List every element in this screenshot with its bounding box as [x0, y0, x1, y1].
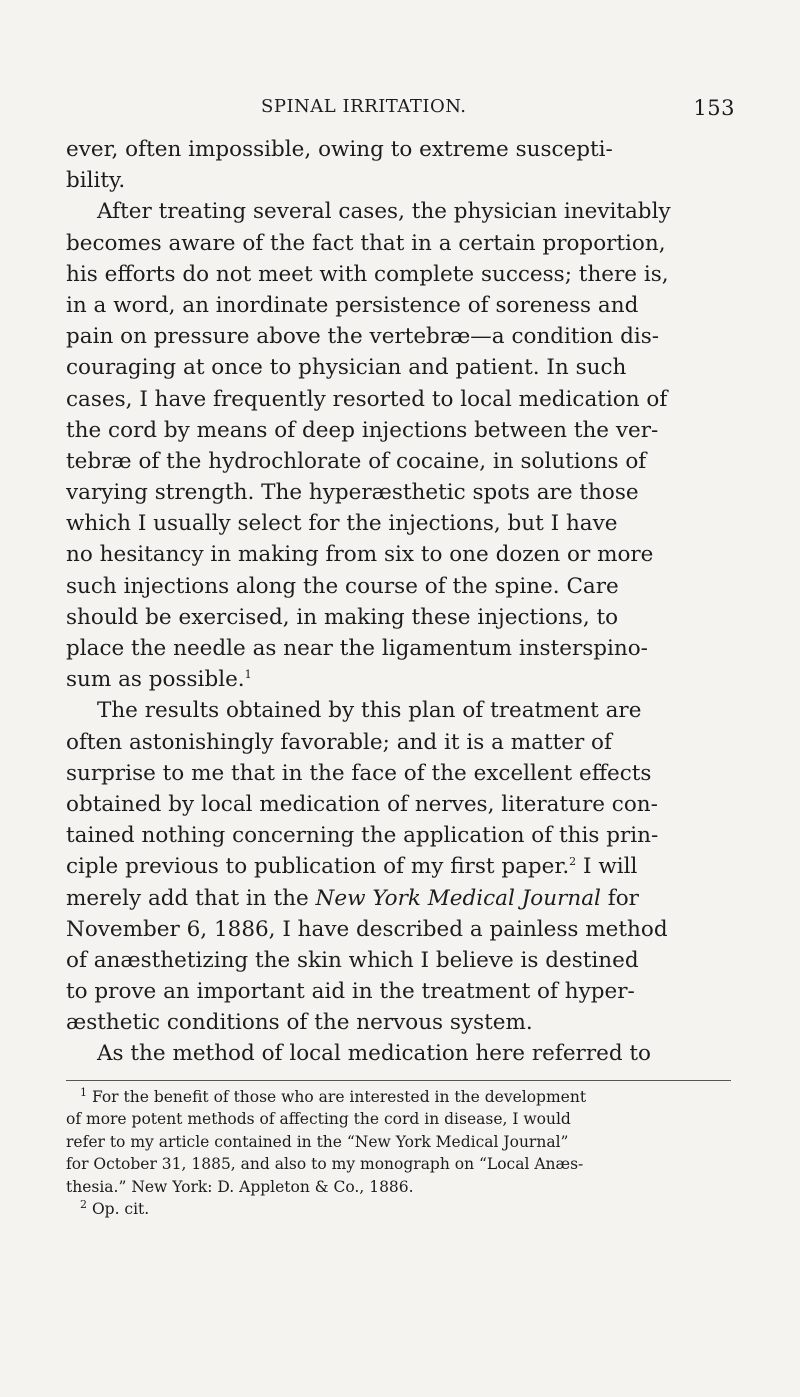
line-text: merely add that in the: [66, 885, 309, 911]
text-line: tained nothing concerning the application of this prin-: [66, 823, 659, 849]
text-line: [66, 883, 735, 914]
line-text: sum as possible.: [66, 667, 245, 693]
text-line: which I usually select for the injections, but I have: [66, 511, 618, 537]
line-text: For the benefit of those who are interested in the development: [91, 1087, 587, 1106]
text-line: [66, 851, 735, 882]
footnote-2-line: [66, 1198, 731, 1221]
footnote-1-line: for October 31, 1885, and also to my monograph on “Local Anæs-: [66, 1155, 584, 1174]
text-line: pain on pressure above the vertebræ—a condition dis-: [66, 324, 660, 350]
text-line: [66, 664, 735, 695]
text-line: surprise to me that in the face of the excellent effects: [66, 760, 652, 786]
footnote-ref-2: 2: [569, 855, 577, 869]
footnote-1-marker: 1: [80, 1085, 87, 1099]
running-title: SPINAL IRRITATION.: [261, 96, 467, 117]
text-line: couraging at once to physician and patient. In such: [66, 355, 627, 381]
text-line: æsthetic conditions of the nervous system.: [66, 1010, 533, 1036]
text-line: should be exercised, in making these injections, to: [66, 604, 619, 630]
text-line: obtained by local medication of nerves, literature con-: [66, 791, 658, 817]
text-line: such injections along the course of the spine. Care: [66, 573, 619, 599]
line-text: ciple previous to publication of my first paper.: [66, 854, 570, 880]
paragraph-start: As the method of local medication here referred to: [97, 1041, 652, 1067]
text-line: becomes aware of the fact that in a certain proportion,: [66, 230, 666, 256]
book-page: [0, 96, 800, 1397]
line-text: I will: [576, 854, 638, 880]
footnote-1-line: refer to my article contained in the “New York Medical Journal”: [66, 1132, 569, 1151]
paragraph-start: After treating several cases, the physician inevitably: [97, 199, 671, 225]
footnote-1-line: thesia.” New York: D. Appleton & Co., 1886.: [66, 1177, 414, 1196]
journal-title: New York Medical Journal: [315, 885, 601, 911]
page-number: 153: [693, 96, 735, 120]
body-text: [66, 134, 735, 1070]
text-line: bility.: [66, 168, 126, 194]
text-line: of anæsthetizing the skin which I believe is destined: [66, 947, 639, 973]
text-line: often astonishingly favorable; and it is a matter of: [66, 729, 612, 755]
footnote-ref-1: 1: [244, 668, 252, 682]
text-line: no hesitancy in making from six to one dozen or more: [66, 542, 654, 568]
text-line: ever, often impossible, owing to extreme suscepti-: [66, 137, 613, 162]
text-line: to prove an important aid in the treatment of hyper-: [66, 979, 635, 1005]
text-line: varying strength. The hyperæsthetic spots are those: [66, 480, 639, 506]
footnote-2-marker: 2: [80, 1198, 87, 1211]
text-line: his efforts do not meet with complete success; there is,: [66, 261, 669, 287]
line-text: Op. cit.: [91, 1200, 150, 1219]
footnote-1-line: of more potent methods of affecting the cord in disease, I would: [66, 1110, 571, 1129]
line-text: for: [600, 885, 639, 911]
text-line: cases, I have frequently resorted to local medication of: [66, 386, 668, 412]
footnote-1-line: [66, 1086, 731, 1109]
running-header: [66, 96, 735, 120]
text-line: tebræ of the hydrochlorate of cocaine, in solutions of: [66, 448, 647, 474]
text-line: in a word, an inordinate persistence of soreness and: [66, 292, 639, 318]
text-line: place the needle as near the ligamentum insterspino-: [66, 636, 648, 661]
text-line: November 6, 1886, I have described a painless method: [66, 916, 668, 942]
text-line: the cord by means of deep injections between the ver-: [66, 417, 659, 443]
footnotes: [66, 1080, 731, 1221]
paragraph-start: The results obtained by this plan of treatment are: [97, 698, 642, 724]
